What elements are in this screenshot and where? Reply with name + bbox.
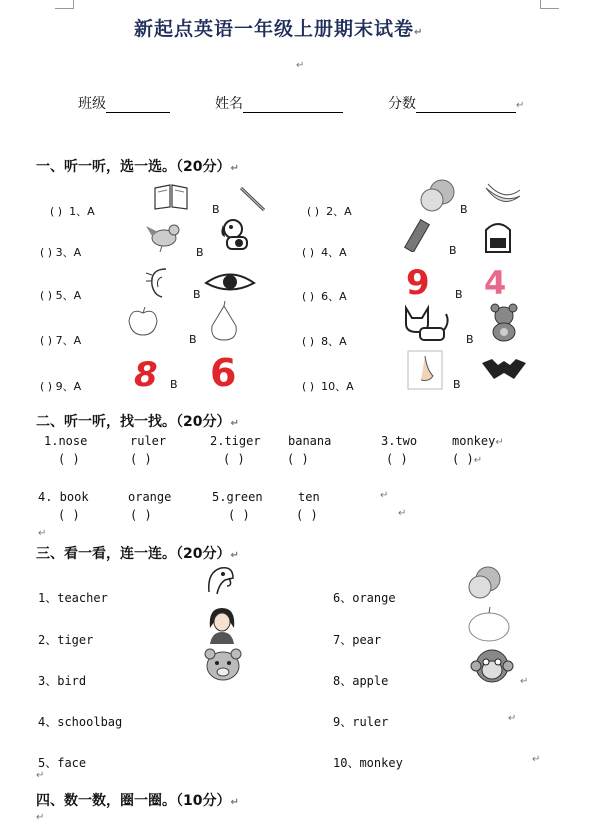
answer-paren[interactable]: ( ) xyxy=(228,508,250,522)
list-item: ( ) 5、A xyxy=(40,289,82,302)
answer-paren[interactable]: ( )↵ xyxy=(452,452,483,466)
option-b-label: B xyxy=(466,333,474,346)
number-nine-icon xyxy=(400,262,434,302)
book-icon xyxy=(153,182,189,210)
list-item: 9、ruler xyxy=(333,715,389,729)
list-item: ( ) 8、A xyxy=(302,335,347,348)
word-item: 4. book xyxy=(38,490,89,504)
answer-paren[interactable]: ( ) xyxy=(58,452,80,466)
list-item: ( ) 6、A xyxy=(302,290,347,303)
teacher-icon xyxy=(204,604,240,644)
list-item: ( ) 9、A xyxy=(40,380,82,393)
dog-icon xyxy=(215,215,257,257)
section-4-heading: 四、数一数，圈一圈。（10分）↵ xyxy=(36,793,239,809)
section-3-heading: 三、看一看，连一连。（20分）↵ xyxy=(36,546,239,562)
number-eight-icon xyxy=(132,352,160,392)
pear-icon xyxy=(466,605,512,643)
list-item: 1、teacher xyxy=(38,591,108,605)
answer-paren[interactable]: ( ) xyxy=(287,452,309,466)
word-item: monkey↵ xyxy=(452,434,504,448)
list-item: 10、monkey xyxy=(333,756,403,770)
option-b-label: B xyxy=(455,288,463,301)
word-item: ten xyxy=(298,490,320,504)
option-b-label: B xyxy=(453,378,461,391)
option-b-label: B xyxy=(193,288,201,301)
svg-text:4: 4 xyxy=(484,264,507,302)
monkey-face-icon xyxy=(470,646,514,686)
pear-icon xyxy=(208,300,240,344)
parrot-icon xyxy=(203,562,237,596)
class-field[interactable]: 班级 xyxy=(78,93,170,113)
nose-icon xyxy=(407,350,443,390)
answer-paren[interactable]: ( ) xyxy=(58,508,80,522)
paragraph-mark: ↵ xyxy=(36,812,45,823)
paragraph-mark: ↵ xyxy=(36,770,45,781)
svg-text:8: 8 xyxy=(134,355,158,392)
word-item: 2.tiger xyxy=(210,434,261,448)
answer-paren[interactable]: ( ) xyxy=(296,508,318,522)
list-item: 3、bird xyxy=(38,674,87,688)
list-item: ( ) 4、A xyxy=(302,246,347,259)
paragraph-mark: ↵ xyxy=(508,713,517,724)
paragraph-mark: ↵ xyxy=(380,490,389,501)
pencil-icon xyxy=(238,185,268,213)
word-item: banana xyxy=(288,434,332,448)
apple-icon xyxy=(125,305,161,339)
list-item: 2、tiger xyxy=(38,633,94,647)
answer-paren[interactable]: ( ) xyxy=(130,508,152,522)
svg-text:9: 9 xyxy=(406,263,430,302)
answer-paren[interactable]: ( ) xyxy=(223,452,245,466)
list-item: ( ) 10、A xyxy=(302,380,354,393)
ruler-icon xyxy=(402,218,434,252)
score-field[interactable]: 分数 ↵ xyxy=(388,96,525,112)
orange-icon xyxy=(466,565,506,601)
list-item: ( ) 2、A xyxy=(307,205,352,218)
schoolbag-icon xyxy=(478,218,518,256)
paragraph-mark: ↵ xyxy=(520,676,529,687)
option-b-label: B xyxy=(196,246,204,259)
ear-icon xyxy=(144,265,176,301)
word-item: 3.two xyxy=(381,434,418,448)
option-b-label: B xyxy=(460,203,468,216)
bird-icon xyxy=(144,218,184,254)
list-item: ( ) 7、A xyxy=(40,334,82,347)
page-title: 新起点英语一年级上册期末试卷↵ xyxy=(134,18,424,40)
paragraph-mark: ↵ xyxy=(532,754,541,765)
option-b-label: B xyxy=(449,244,457,257)
option-b-label: B xyxy=(212,203,220,216)
number-six-icon xyxy=(208,350,240,390)
list-item: 7、pear xyxy=(333,633,382,647)
orange-icon xyxy=(418,178,460,214)
svg-text:6: 6 xyxy=(210,351,237,390)
option-b-label: B xyxy=(170,378,178,391)
list-item: 6、orange xyxy=(333,591,396,605)
answer-paren[interactable]: ( ) xyxy=(130,452,152,466)
tiger-face-icon xyxy=(204,648,242,682)
list-item: 5、face xyxy=(38,756,87,770)
list-item: ( ) 3、A xyxy=(40,246,82,259)
list-item: ( ) 1、A xyxy=(50,205,95,218)
corner-mark-right xyxy=(540,0,559,9)
section-1-heading: 一、听一听，选一选。（20分）↵ xyxy=(36,159,239,175)
option-b-label: B xyxy=(189,333,197,346)
paragraph-mark: ↵ xyxy=(398,508,407,519)
word-item: 1.nose xyxy=(44,434,88,448)
corner-mark-left xyxy=(55,0,74,9)
eye-icon xyxy=(202,268,258,298)
answer-paren[interactable]: ( ) xyxy=(386,452,408,466)
word-item: ruler xyxy=(130,434,167,448)
list-item: 8、apple xyxy=(333,674,389,688)
list-item: 4、schoolbag xyxy=(38,715,123,729)
cat-icon xyxy=(400,302,452,346)
word-item: orange xyxy=(128,490,172,504)
bat-icon xyxy=(480,355,528,383)
word-item: 5.green xyxy=(212,490,263,504)
section-2-heading: 二、听一听，找一找。（20分）↵ xyxy=(36,414,239,430)
name-field[interactable]: 姓名 xyxy=(215,93,343,113)
paragraph-mark: ↵ xyxy=(296,60,305,71)
bear-icon xyxy=(486,302,522,342)
paragraph-mark: ↵ xyxy=(38,528,47,539)
number-four-icon xyxy=(480,262,510,302)
banana-icon xyxy=(482,180,524,212)
